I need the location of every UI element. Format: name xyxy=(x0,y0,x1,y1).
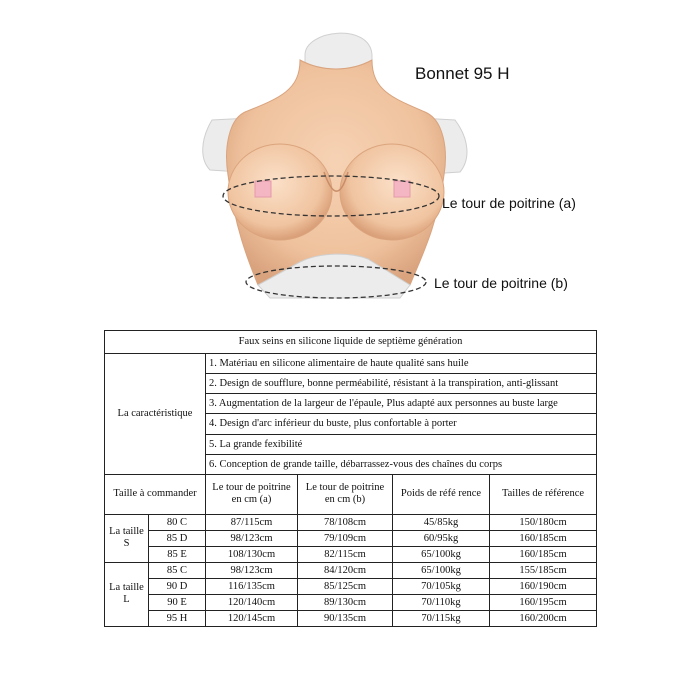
bust-b-cell: 79/109cm xyxy=(298,530,393,546)
table-row xyxy=(105,610,597,626)
left-nipple xyxy=(255,181,271,197)
header-bust-b: Le tour de poitrine en cm (b) xyxy=(298,474,393,514)
weight-cell: 70/110kg xyxy=(393,594,490,610)
features-label: La caractéristique xyxy=(105,354,206,475)
weight-cell: 70/115kg xyxy=(393,610,490,626)
right-breast xyxy=(340,144,444,240)
feature-item: 6. Conception de grande taille, débarrassez-vous des chaînes du corps xyxy=(206,454,597,474)
cup-cell: 85 E xyxy=(149,546,206,562)
table-title-row xyxy=(105,331,597,354)
ref-size-cell: 150/180cm xyxy=(490,514,597,530)
ref-size-cell: 160/190cm xyxy=(490,578,597,594)
bust-b-cell: 89/130cm xyxy=(298,594,393,610)
cup-cell: 95 H xyxy=(149,610,206,626)
ref-size-cell: 160/195cm xyxy=(490,594,597,610)
table-row xyxy=(105,514,597,530)
table-row xyxy=(105,578,597,594)
bust-b-cell: 85/125cm xyxy=(298,578,393,594)
bust-b-label: Le tour de poitrine (b) xyxy=(434,275,568,291)
weight-cell: 65/100kg xyxy=(393,562,490,578)
right-nipple xyxy=(394,181,410,197)
spec-table xyxy=(104,330,597,627)
bust-a-cell: 120/140cm xyxy=(206,594,298,610)
header-ref-size: Tailles de référence xyxy=(490,474,597,514)
table-title: Faux seins en silicone liquide de septième génération xyxy=(105,331,597,354)
bust-a-label: Le tour de poitrine (a) xyxy=(442,195,576,211)
cup-cell: 85 D xyxy=(149,530,206,546)
bust-a-cell: 98/123cm xyxy=(206,562,298,578)
breast-form-illustration xyxy=(0,0,700,320)
group-label: La taille L xyxy=(105,562,149,626)
weight-cell: 60/95kg xyxy=(393,530,490,546)
ref-size-cell: 160/200cm xyxy=(490,610,597,626)
bust-a-cell: 108/130cm xyxy=(206,546,298,562)
cup-cell: 90 D xyxy=(149,578,206,594)
bust-a-cell: 87/115cm xyxy=(206,514,298,530)
bust-b-cell: 78/108cm xyxy=(298,514,393,530)
feature-item: 4. Design d'arc inférieur du buste, plus confortable à porter xyxy=(206,414,597,434)
cup-size-label: Bonnet 95 H xyxy=(415,64,510,83)
bust-a-cell: 120/145cm xyxy=(206,610,298,626)
header-bust-a: Le tour de poitrine en cm (a) xyxy=(206,474,298,514)
table-row xyxy=(105,562,597,578)
feature-row xyxy=(105,354,597,374)
bust-b-cell: 82/115cm xyxy=(298,546,393,562)
table-row xyxy=(105,546,597,562)
feature-item: 5. La grande fexibilité xyxy=(206,434,597,454)
table-row xyxy=(105,530,597,546)
header-row xyxy=(105,474,597,514)
weight-cell: 65/100kg xyxy=(393,546,490,562)
cup-cell: 90 E xyxy=(149,594,206,610)
ref-size-cell: 155/185cm xyxy=(490,562,597,578)
bust-b-cell: 84/120cm xyxy=(298,562,393,578)
left-breast xyxy=(228,144,332,240)
bust-a-cell: 116/135cm xyxy=(206,578,298,594)
cup-cell: 80 C xyxy=(149,514,206,530)
ref-size-cell: 160/185cm xyxy=(490,530,597,546)
bust-b-cell: 90/135cm xyxy=(298,610,393,626)
weight-cell: 45/85kg xyxy=(393,514,490,530)
ref-size-cell: 160/185cm xyxy=(490,546,597,562)
table-row xyxy=(105,594,597,610)
product-image xyxy=(0,0,700,320)
header-size: Taille à commander xyxy=(105,474,206,514)
header-weight: Poids de réfé rence xyxy=(393,474,490,514)
feature-item: 3. Augmentation de la largeur de l'épaule, Plus adapté aux personnes au buste large xyxy=(206,394,597,414)
feature-item: 2. Design de soufflure, bonne perméabilité, résistant à la transpiration, anti-glissant xyxy=(206,374,597,394)
bust-a-cell: 98/123cm xyxy=(206,530,298,546)
weight-cell: 70/105kg xyxy=(393,578,490,594)
group-label: La taille S xyxy=(105,514,149,562)
cup-cell: 85 C xyxy=(149,562,206,578)
feature-item: 1. Matériau en silicone alimentaire de haute qualité sans huile xyxy=(206,354,597,374)
